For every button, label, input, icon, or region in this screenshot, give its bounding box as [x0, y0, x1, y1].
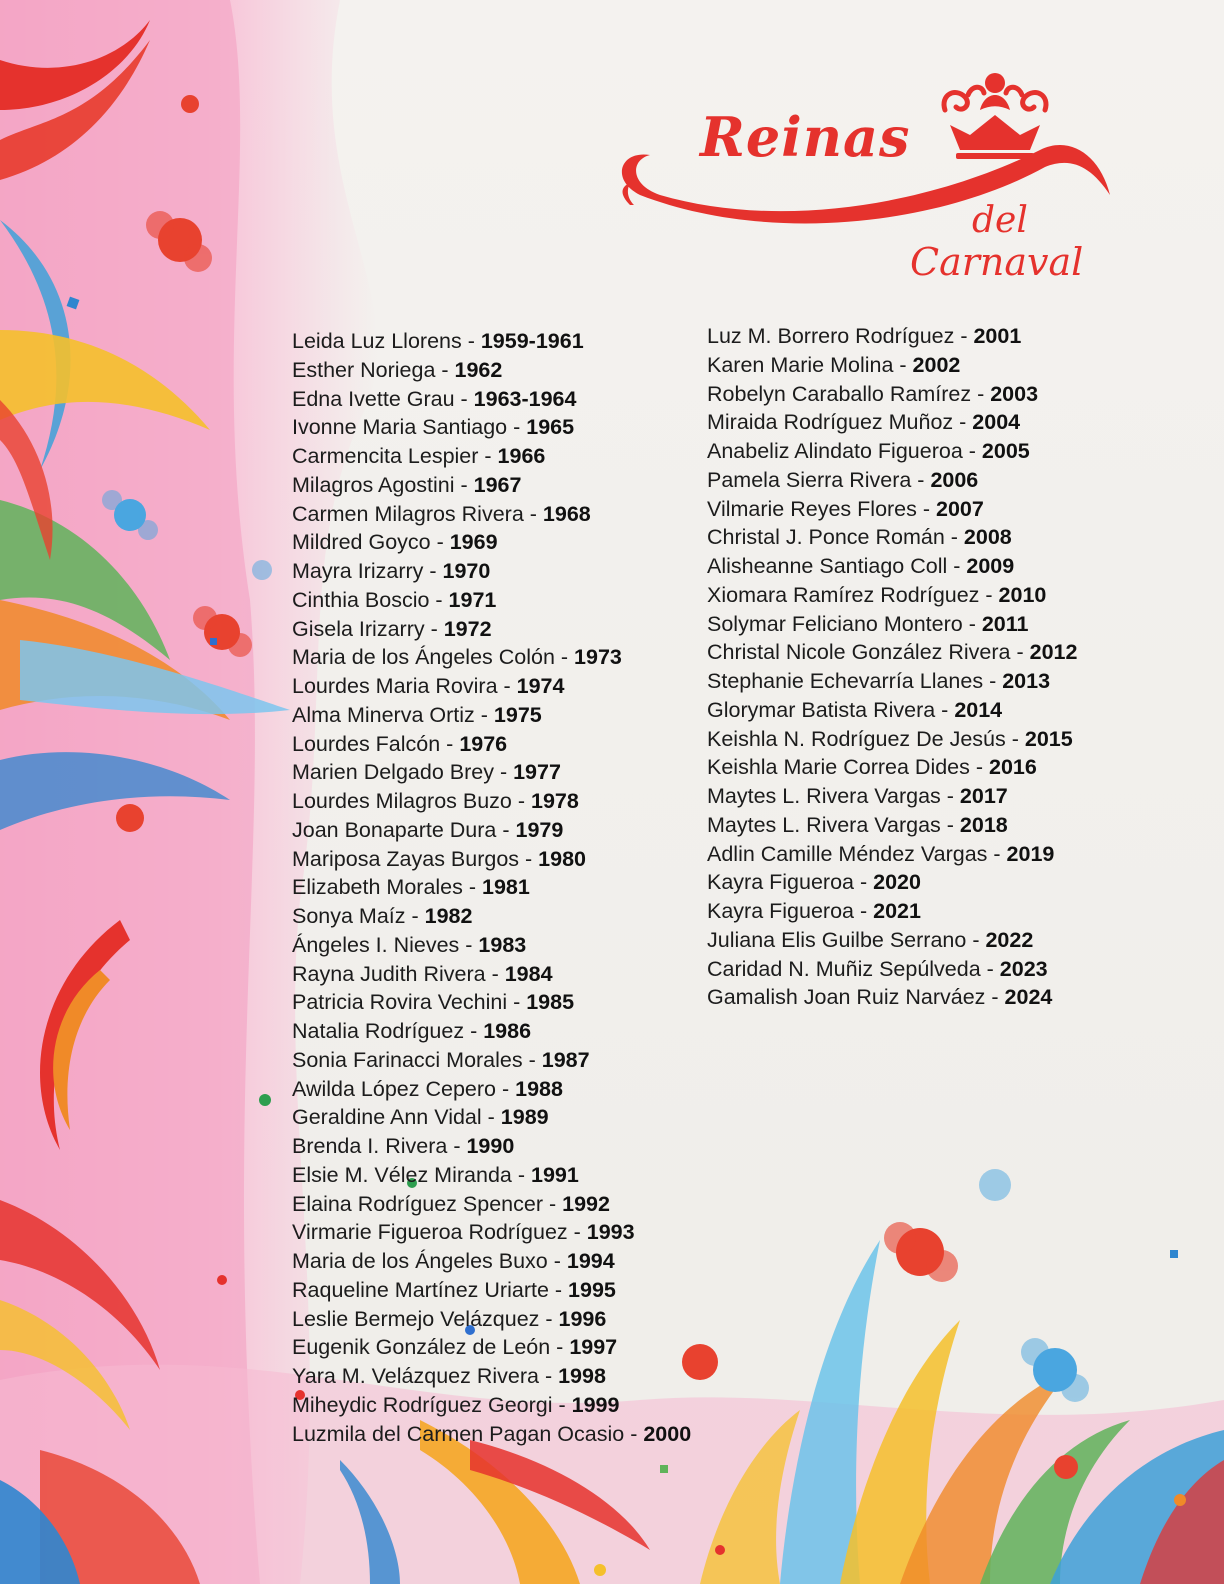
queen-year: 1974: [516, 674, 565, 698]
queen-year: 1996: [558, 1306, 607, 1331]
queen-year: 1971: [448, 587, 497, 612]
queen-name: Vilmarie Reyes Flores: [707, 496, 917, 521]
queen-year: 2017: [959, 784, 1008, 808]
queen-year: 2018: [959, 812, 1008, 837]
queen-entry: Patricia Rovira Vechini - 1985: [292, 990, 575, 1015]
queen-entry: Elizabeth Morales - 1981: [292, 875, 530, 900]
queen-entry: Gamalish Joan Ruiz Narváez - 2024: [707, 985, 1053, 1010]
queen-entry: Esther Noriega - 1962: [292, 357, 503, 382]
queen-name: Leslie Bermejo Velázquez: [292, 1306, 540, 1331]
queen-name: Yara M. Velázquez Rivera: [292, 1364, 539, 1388]
queen-entry: Milagros Agostini - 1967: [292, 472, 522, 497]
queen-entry: Maria de los Ángeles Colón - 1973: [292, 645, 622, 670]
queen-entry: Yara M. Velázquez Rivera - 1998: [292, 1364, 606, 1388]
queen-year: 2013: [1002, 669, 1051, 693]
queen-name: Christal Nicole González Rivera: [707, 640, 1011, 665]
queen-name: Elizabeth Morales: [292, 875, 463, 900]
queen-name: Elaina Rodríguez Spencer: [292, 1191, 543, 1216]
queen-year: 2004: [972, 410, 1021, 435]
header-title: [600, 55, 1140, 295]
queen-entry: Maytes L. Rivera Vargas - 2018: [707, 812, 1008, 837]
queen-name: Lourdes Milagros Buzo: [292, 789, 512, 813]
queen-name: Keishla Marie Correa Dides: [707, 755, 970, 780]
queen-year: 2012: [1029, 640, 1078, 665]
queen-year: 2009: [966, 554, 1015, 578]
queen-year: 1963-1964: [473, 386, 577, 411]
queen-name: Esther Noriega: [292, 357, 436, 382]
queen-name: Edna Ivette Grau: [292, 386, 455, 411]
queen-entry: Mariposa Zayas Burgos - 1980: [292, 846, 586, 871]
queen-name: Kayra Figueroa: [707, 870, 854, 895]
queen-entry: Solymar Feliciano Montero - 2011: [707, 611, 1029, 636]
queen-name: Stephanie Echevarría Llanes: [707, 669, 984, 693]
queen-name: Joan Bonaparte Dura: [292, 817, 497, 842]
queen-name: Lourdes Maria Rovira: [292, 674, 498, 698]
queen-name: Elsie M. Vélez Miranda: [292, 1162, 512, 1187]
queen-entry: Leida Luz Llorens - 1959-1961: [292, 329, 584, 353]
queen-year: 1985: [526, 990, 575, 1015]
queen-name: Mayra Irizarry: [292, 559, 424, 583]
queen-name: Robelyn Caraballo Ramírez: [707, 381, 972, 406]
queen-entry: Anabeliz Alindato Figueroa - 2005: [707, 439, 1030, 463]
queen-name: Miheydic Rodríguez Georgi: [292, 1392, 553, 1417]
queen-year: 1983: [478, 932, 527, 957]
queen-year: 2016: [989, 755, 1037, 780]
queen-name: Alisheanne Santiago Coll: [707, 554, 948, 578]
queen-year: 1978: [531, 789, 579, 813]
queen-year: 1980: [538, 846, 586, 871]
queen-entry: Brenda I. Rivera - 1990: [292, 1134, 515, 1158]
queen-name: Maytes L. Rivera Vargas: [707, 784, 941, 808]
queen-year: 2002: [912, 352, 961, 377]
queen-entry: Elaina Rodríguez Spencer - 1992: [292, 1191, 610, 1216]
queen-year: 1998: [558, 1364, 606, 1388]
queen-year: 1982: [424, 904, 473, 928]
queen-name: Milagros Agostini: [292, 472, 455, 497]
queen-entry: Rayna Judith Rivera - 1984: [292, 961, 553, 986]
queen-name: Lourdes Falcón: [292, 731, 441, 756]
queen-year: 2003: [990, 381, 1039, 406]
queen-year: 2021: [873, 899, 921, 923]
queen-year: 1989: [500, 1105, 549, 1130]
queen-name: Gamalish Joan Ruiz Narváez: [707, 985, 986, 1010]
queen-name: Eugenik González de León: [292, 1335, 551, 1360]
queen-year: 2000: [643, 1421, 692, 1446]
title-carnaval: Carnaval: [910, 240, 1084, 284]
queen-entry: Robelyn Caraballo Ramírez - 2003: [707, 381, 1039, 406]
queen-entry: Keishla Marie Correa Dides - 2016: [707, 755, 1037, 780]
queen-name: Mariposa Zayas Burgos: [292, 846, 520, 871]
queen-name: Cinthia Boscio: [292, 587, 430, 612]
queen-entry: Lourdes Falcón - 1976: [292, 731, 508, 756]
queen-entry: Sonia Farinacci Morales - 1987: [292, 1047, 590, 1072]
queen-entry: Alisheanne Santiago Coll - 2009: [707, 554, 1015, 578]
queen-entry: Mildred Goyco - 1969: [292, 530, 498, 555]
queen-year: 1970: [442, 559, 491, 583]
queen-name: Gisela Irizarry: [292, 616, 425, 641]
queen-name: Luzmila del Carmen Pagan Ocasio: [292, 1421, 625, 1446]
queen-name: Maria de los Ángeles Buxo: [292, 1249, 548, 1273]
queen-name: Rayna Judith Rivera: [292, 961, 486, 986]
queen-entry: Raqueline Martínez Uriarte - 1995: [292, 1277, 616, 1302]
queen-entry: Kayra Figueroa - 2020: [707, 870, 921, 895]
queen-entry: Miheydic Rodríguez Georgi - 1999: [292, 1392, 620, 1417]
queen-year: 1977: [513, 760, 561, 785]
queen-year: 1972: [443, 616, 492, 641]
queen-year: 2006: [930, 467, 979, 492]
queen-year: 1997: [569, 1335, 618, 1360]
queen-entry: Caridad N. Muñiz Sepúlveda - 2023: [707, 956, 1048, 981]
queen-entry: Edna Ivette Grau - 1963-1964: [292, 386, 577, 411]
queen-entry: Lourdes Maria Rovira - 1974: [292, 674, 565, 698]
queen-year: 1994: [566, 1249, 615, 1273]
queen-year: 1965: [526, 415, 575, 440]
queen-year: 2024: [1004, 985, 1053, 1010]
queen-entry: Luzmila del Carmen Pagan Ocasio - 2000: [292, 1421, 692, 1446]
queen-entry: Sonya Maíz - 1982: [292, 904, 473, 928]
queen-name: Mildred Goyco: [292, 530, 431, 555]
queen-year: 1973: [574, 645, 622, 670]
queen-name: Solymar Feliciano Montero: [707, 611, 963, 636]
queen-entry: Karen Marie Molina - 2002: [707, 352, 961, 377]
queen-name: Kayra Figueroa: [707, 899, 854, 923]
queen-name: Ivonne Maria Santiago: [292, 415, 508, 440]
queens-list-left-column: [292, 327, 691, 1448]
queen-name: Alma Minerva Ortiz: [292, 702, 475, 727]
queen-year: 1999: [571, 1392, 620, 1417]
queen-entry: Ivonne Maria Santiago - 1965: [292, 415, 575, 440]
queen-name: Carmencita Lespier: [292, 444, 479, 468]
queen-entry: Lourdes Milagros Buzo - 1978: [292, 789, 579, 813]
queen-name: Karen Marie Molina: [707, 352, 894, 377]
queen-name: Marien Delgado Brey: [292, 760, 494, 785]
queen-year: 1993: [586, 1220, 635, 1245]
queen-year: 1987: [541, 1047, 590, 1072]
queen-year: 1967: [473, 472, 522, 497]
queen-year: 1995: [568, 1277, 616, 1302]
queen-entry: Awilda López Cepero - 1988: [292, 1076, 563, 1101]
queen-year: 1988: [515, 1076, 563, 1101]
queen-name: Pamela Sierra Rivera: [707, 467, 912, 492]
queen-name: Raqueline Martínez Uriarte: [292, 1277, 549, 1302]
queen-year: 2019: [1006, 841, 1055, 866]
queen-year: 2001: [973, 324, 1022, 348]
queen-name: Luz M. Borrero Rodríguez: [707, 324, 955, 348]
queen-entry: Alma Minerva Ortiz - 1975: [292, 702, 542, 727]
queen-year: 1976: [459, 731, 508, 756]
queen-entry: Carmencita Lespier - 1966: [292, 444, 546, 468]
queen-entry: Maria de los Ángeles Buxo - 1994: [292, 1249, 615, 1273]
queen-year: 1968: [542, 501, 591, 526]
queen-year: 2008: [963, 525, 1012, 550]
queen-name: Geraldine Ann Vidal: [292, 1105, 482, 1130]
queen-year: 2011: [981, 611, 1029, 636]
queen-entry: Gisela Irizarry - 1972: [292, 616, 492, 641]
queen-year: 2014: [954, 697, 1003, 722]
queen-entry: Adlin Camille Méndez Vargas - 2019: [707, 841, 1055, 866]
queen-year: 1991: [530, 1162, 579, 1187]
queen-name: Ángeles I. Nieves: [292, 932, 460, 957]
queen-entry: Joan Bonaparte Dura - 1979: [292, 817, 564, 842]
queen-entry: Glorymar Batista Rivera - 2014: [707, 697, 1003, 722]
queen-year: 2007: [936, 496, 984, 521]
queen-entry: Cinthia Boscio - 1971: [292, 587, 497, 612]
queen-year: 1990: [466, 1134, 515, 1158]
queen-year: 1979: [515, 817, 564, 842]
queen-name: Maytes L. Rivera Vargas: [707, 812, 941, 837]
queen-name: Juliana Elis Guilbe Serrano: [707, 927, 967, 952]
queen-year: 2020: [873, 870, 921, 895]
queen-name: Brenda I. Rivera: [292, 1134, 448, 1158]
queen-entry: Carmen Milagros Rivera - 1968: [292, 501, 591, 526]
queen-year: 1992: [562, 1191, 610, 1216]
queen-name: Carmen Milagros Rivera: [292, 501, 524, 526]
queen-name: Sonia Farinacci Morales: [292, 1047, 523, 1072]
queen-entry: Geraldine Ann Vidal - 1989: [292, 1105, 549, 1130]
queen-entry: Vilmarie Reyes Flores - 2007: [707, 496, 984, 521]
queen-year: 1975: [493, 702, 542, 727]
queen-entry: Marien Delgado Brey - 1977: [292, 760, 561, 785]
queen-name: Natalia Rodríguez: [292, 1019, 465, 1043]
queen-year: 2022: [985, 927, 1034, 952]
title-del: del: [972, 200, 1028, 241]
queen-entry: Pamela Sierra Rivera - 2006: [707, 467, 979, 492]
queen-name: Sonya Maíz: [292, 904, 406, 928]
queen-year: 1986: [483, 1019, 532, 1043]
queen-name: Leida Luz Llorens: [292, 329, 462, 353]
queen-entry: Stephanie Echevarría Llanes - 2013: [707, 669, 1051, 693]
queen-name: Glorymar Batista Rivera: [707, 697, 936, 722]
queen-entry: Virmarie Figueroa Rodríguez - 1993: [292, 1220, 635, 1245]
queen-name: Awilda López Cepero: [292, 1076, 496, 1101]
queen-entry: Xiomara Ramírez Rodríguez - 2010: [707, 582, 1047, 607]
queen-entry: Christal J. Ponce Román - 2008: [707, 525, 1012, 550]
queen-year: 2010: [998, 582, 1047, 607]
queen-name: Xiomara Ramírez Rodríguez: [707, 582, 980, 607]
queen-year: 2023: [999, 956, 1048, 981]
queen-name: Caridad N. Muñiz Sepúlveda: [707, 956, 981, 981]
queen-year: 1981: [482, 875, 530, 900]
title-reinas: Reinas: [700, 105, 911, 169]
queen-entry: Elsie M. Vélez Miranda - 1991: [292, 1162, 579, 1187]
queen-entry: Natalia Rodríguez - 1986: [292, 1019, 532, 1043]
queen-name: Patricia Rovira Vechini: [292, 990, 508, 1015]
queen-year: 1966: [497, 444, 546, 468]
queen-name: Anabeliz Alindato Figueroa: [707, 439, 963, 463]
queen-entry: Christal Nicole González Rivera - 2012: [707, 640, 1078, 665]
queen-name: Virmarie Figueroa Rodríguez: [292, 1220, 568, 1245]
queen-name: Miraida Rodríguez Muñoz: [707, 410, 954, 435]
queen-entry: Kayra Figueroa - 2021: [707, 899, 921, 923]
queens-list-right-column: [707, 322, 1077, 1012]
queen-year: 2015: [1024, 726, 1073, 751]
queen-entry: Ángeles I. Nieves - 1983: [292, 932, 527, 957]
queen-year: 2005: [981, 439, 1030, 463]
queen-year: 1959-1961: [480, 329, 584, 353]
queen-name: Christal J. Ponce Román: [707, 525, 945, 550]
queen-entry: Keishla N. Rodríguez De Jesús - 2015: [707, 726, 1073, 751]
queen-entry: Juliana Elis Guilbe Serrano - 2022: [707, 927, 1034, 952]
queen-entry: Leslie Bermejo Velázquez - 1996: [292, 1306, 607, 1331]
queen-year: 1969: [449, 530, 498, 555]
queen-entry: Luz M. Borrero Rodríguez - 2001: [707, 324, 1022, 348]
queen-entry: Eugenik González de León - 1997: [292, 1335, 618, 1360]
queen-name: Keishla N. Rodríguez De Jesús: [707, 726, 1006, 751]
queen-entry: Mayra Irizarry - 1970: [292, 559, 491, 583]
queen-name: Adlin Camille Méndez Vargas: [707, 841, 988, 866]
queen-name: Maria de los Ángeles Colón: [292, 645, 555, 670]
queen-entry: Maytes L. Rivera Vargas - 2017: [707, 784, 1008, 808]
queen-year: 1984: [504, 961, 553, 986]
queen-entry: Miraida Rodríguez Muñoz - 2004: [707, 410, 1021, 435]
queen-year: 1962: [454, 357, 503, 382]
